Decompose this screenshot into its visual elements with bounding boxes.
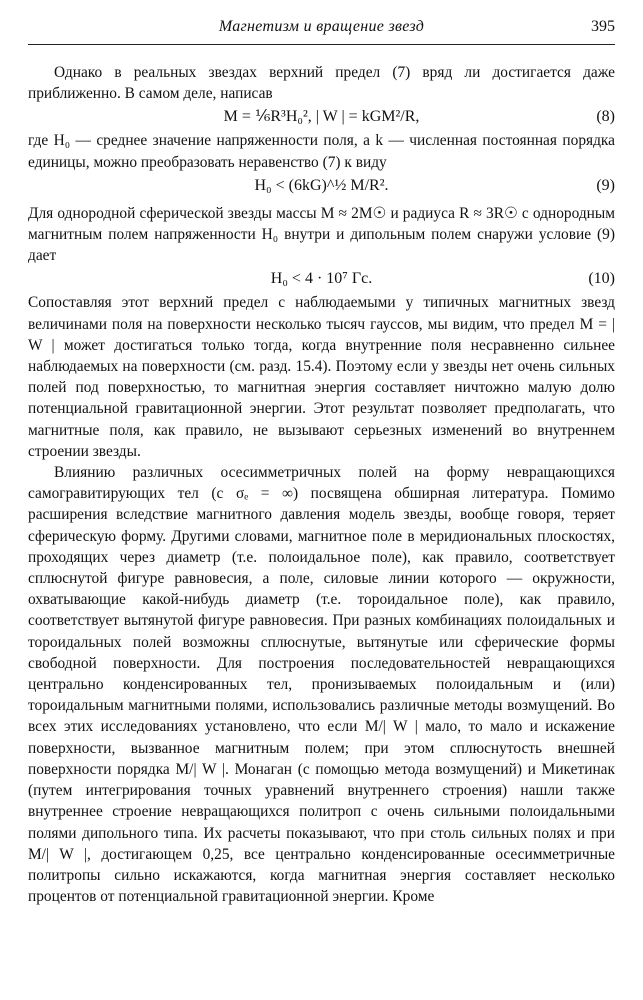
paragraph: где H₀ — среднее значение напряженности поля, а k — численная постоянная порядка единицы, можно преобразовать неравенство (7) к виду — [28, 132, 615, 171]
paragraph: Влиянию различных осесимметричных полей на форму невращающихся самогравитирующих тел (с σₑ = ∞) посвящена обширная литература. Помимо расширения вследствие магнитного давления модель звезды, вообще говоря, теряет сферическую форму. Другими словами, магнитное поле в меридиональных плоскостях, проходящих через диаметр (т.е. полоидальное поле), как правило, соответствует сплюснутой фигуре равновесия, а поле, силовые линии которого — окружности, охватывающие какой-нибудь диаметр (т.е. тороидальное поле), как правило, соответствует вытянутой фигуре равновесия. При разных комбинациях полоидальных и тороидальных полей возможны сплюснутые, вытянутые или сферические формы свободной поверхности. Для построения последовательностей невращающихся центрально конденсированных тел, пронизываемых полоидальным и (или) тороидальным магнитными полями, использовались различные методы возмущений. Во всех этих исследованиях установлено, что если M/| W | мало, то мало и искажение поверхности, вызванное магнитным полем; при этом сплюснутость внешней поверхности порядка M/| W |. Монаган (с помощью метода возмущений) и Микетинак (путем интегрирования точных уравнений внутреннего строения) нашли также внутреннее строение невращающихся политроп с очень сильными полоидальными полями дипольного типа. Их расчеты показывают, что при столь сильных полях и при M/| W |, достигающем 0,25, все центрально конденсированные осесимметричные политропы сильно искажаются, когда магнитная энергия составляет несколько процентов от потенциальной гравитационной энергии. Кроме — [28, 464, 615, 906]
equation — [28, 173, 615, 199]
equation — [28, 266, 615, 292]
equation — [28, 104, 615, 130]
page-number: 395 — [591, 18, 615, 35]
equation-formula: M = ⅙R³H₀², | W | = kGM²/R, — [223, 108, 420, 126]
equation-number: (9) — [596, 176, 615, 194]
running-title: Магнетизм и вращение звезд — [218, 18, 425, 35]
paragraph: Сопоставляя этот верхний предел с наблюдаемыми у типичных магнитных звезд величинами поля на поверхности несколько тысяч гауссов, мы видим, что предел M = | W | может достигаться только тогда, когда внутренние поля несравненно сильнее наблюдаемых на поверхности (см. разд. 15.4). Поэтому если у звезды нет очень сильных полей под поверхностью, то магнитная энергия составляет ничтожно малую долю потенциальной гравитационной энергии. Этот результат позволяет предполагать, что магнитные поля, как правило, не вызывают серьезных изменений во внутреннем строении звезды. — [28, 294, 615, 460]
equation-formula: H₀ < 4 · 10⁷ Гс. — [270, 270, 373, 288]
paragraph: Для однородной сферической звезды массы M ≈ 2M☉ и радиуса R ≈ 3R☉ с однородным магнитным полем напряженности H₀ внутри и дипольным полем снаружи условие (9) дает — [28, 204, 615, 265]
equation-number: (8) — [596, 108, 615, 126]
header-rule — [28, 44, 615, 45]
page-header — [28, 18, 615, 40]
equation-formula: H₀ < (6kG)^½ M/R². — [254, 176, 389, 194]
paragraph: Однако в реальных звездах верхний предел (7) вряд ли достигается даже приближенно. В самом деле, написав — [28, 64, 615, 103]
body-text — [28, 62, 615, 907]
equation-number: (10) — [588, 270, 615, 288]
